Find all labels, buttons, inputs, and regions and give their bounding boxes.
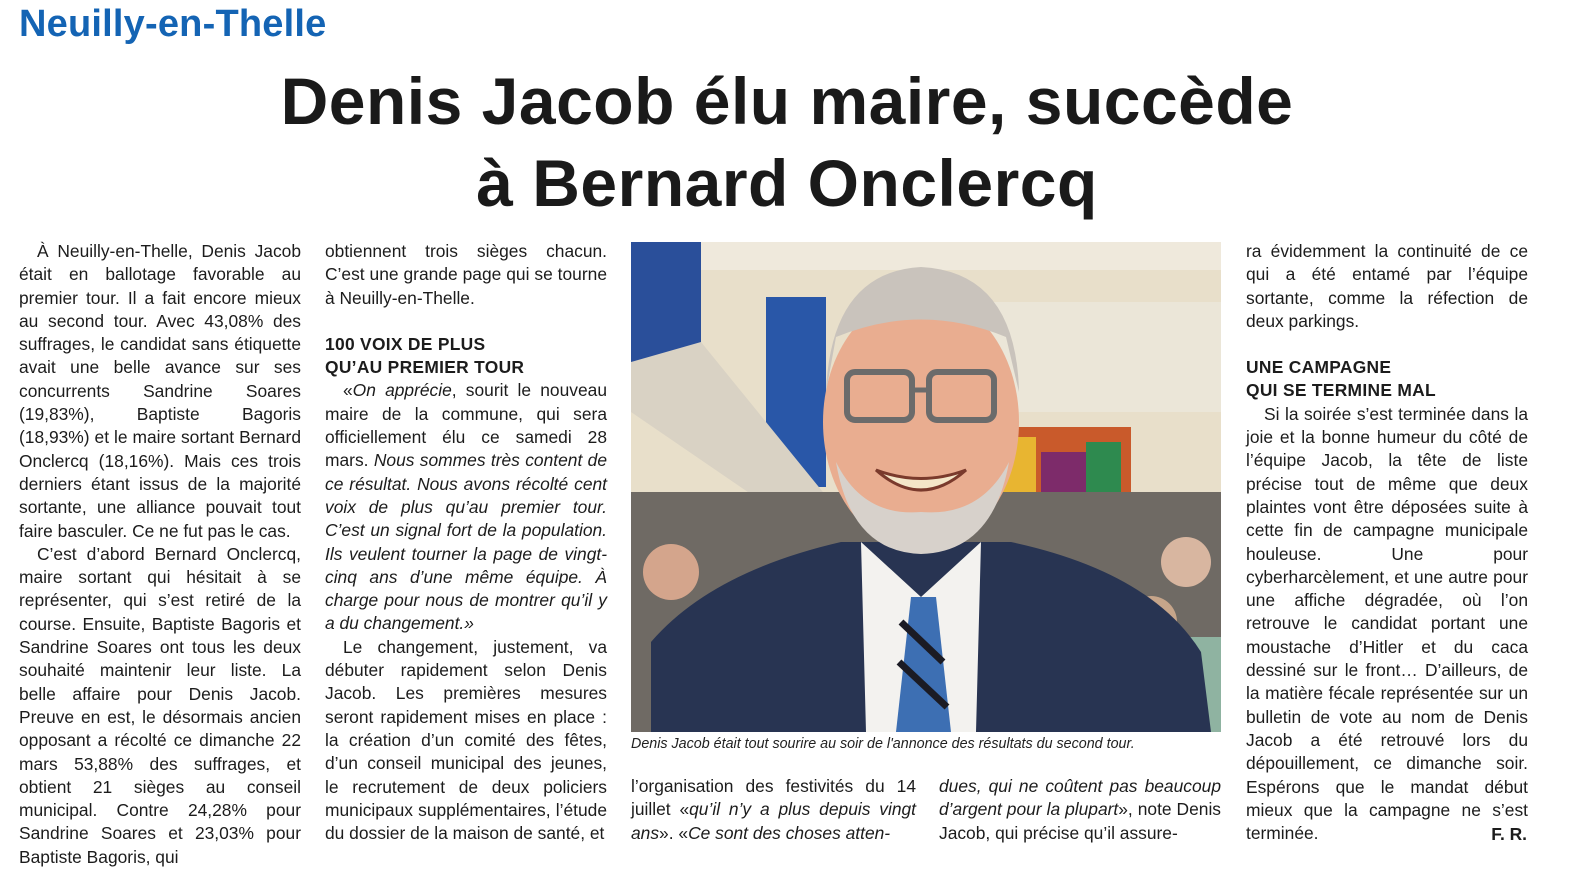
paragraph: C’est d’abord Bernard Onclercq, maire sortant qui hésitait à se représenter, qui s’est retiré de la course. Ensuite, Baptiste Bagoris et Sandrine Soares ont tous les deux souhaité maintenir leur liste. La belle affaire pour Denis Jacob. Preuve en est, le désormais ancien opposant a récolté ce dimanche 22 mars 53,88% des suffrages, et obtient 21 sièges au conseil municipal. Contre 24,28% pour Sandrine Soares et 23,03% pour Baptiste Bagoris, qui <box>19 543 301 867</box>
quote-text: Ce sont des choses atten- <box>688 822 891 843</box>
quote-text: qu’il n’y a plus depuis vingt ans <box>631 799 916 843</box>
paragraph: Si la soirée s’est terminée dans la joie et la bonne humeur du côté de l’équipe Jacob, la tête de liste précise tout de même que deux plaintes vont être déposées suite à cette fin de campagne municipale houleuse. Une pour cyberharcèlement, et une autre pour une affiche dégradée, où l’on retrouve le candidat portant une moustache d’Hitler et du caca dessiné sur le front… D’ailleurs, de la matière fécale représentée sur un bulletin de vote au nom de Denis Jacob a été retrouvé lors du dépouillement, ce dimanche soir. Espérons que le mandat début mieux que la campagne ne s’est terminée. <box>1246 403 1528 844</box>
article-column-3b <box>939 775 1221 845</box>
headline-line-1: Denis Jacob élu maire, succède <box>280 64 1294 138</box>
subheading-line: UNE CAMPAGNE <box>1246 357 1392 378</box>
subheading-line: 100 VOIX DE PLUS <box>325 333 486 354</box>
article-column-3a <box>631 775 916 845</box>
paragraph: À Neuilly-en-Thelle, Denis Jacob était en ballotage favorable au premier tour. Il a fait encore mieux au second tour. Avec 43,08% des suffrages, le candidat sans étiquette avait une belle avance sur ses concurrents Sandrine Soares (19,83%), Baptiste Bagoris (18,93%) et le maire sortant Bernard Onclercq (18,16%). Mais ces trois derniers étant issus de la majorité sortante, une alliance pouvait tout faire basculer. Ce ne fut pas le cas. <box>19 241 301 541</box>
article-photo <box>631 242 1221 732</box>
article-column-2 <box>325 240 607 845</box>
quote-mark: « <box>343 380 353 401</box>
paragraph <box>939 775 1221 845</box>
text: », note Denis Jacob, qui précise qu’il assure- <box>939 799 1222 843</box>
headline-line-2: à Bernard Onclercq <box>476 146 1098 220</box>
paragraph: obtiennent trois sièges chacun. C’est une grande page qui se tourne à Neuilly-en-Thelle. <box>325 241 607 308</box>
subheading <box>325 333 607 380</box>
paragraph: Le changement, justement, va débuter rapidement selon Denis Jacob. Les premières mesures seront rapidement mises en place : la création d’un comité des fêtes, d’un conseil municipal des jeunes, le recrutement de deux policiers municipaux supplémentaires, l’étude du dossier de la maison de santé, et <box>325 636 607 844</box>
kicker: Neuilly-en-Thelle <box>19 3 327 45</box>
photo-portrait-image <box>631 242 1221 732</box>
article-column-4 <box>1246 240 1528 845</box>
paragraph: ra évidemment la continuité de ce qui a été entamé par l’équipe sortante, comme la réfection de deux parkings. <box>1246 241 1528 331</box>
quote-text: On apprécie <box>352 380 452 401</box>
subheading-line: QUI SE TERMINE MAL <box>1246 380 1436 401</box>
subheading-line: QU’AU PREMIER TOUR <box>325 357 525 378</box>
author-signature: F. R. <box>1491 824 1527 844</box>
headline <box>0 60 1574 224</box>
quote-paragraph <box>325 379 607 635</box>
text: l’organisation des festivités du 14 juillet « <box>631 776 916 820</box>
quote-text: dues, qui ne coûtent pas beaucoup d’argent pour la plupart <box>939 776 1221 820</box>
paragraph <box>631 775 916 845</box>
subheading <box>1246 356 1528 403</box>
article-column-1 <box>19 240 301 869</box>
text: ». « <box>659 822 689 843</box>
text: , sourit le nouveau maire de la commune, qui sera officiellement élu ce samedi 28 mars. <box>325 380 607 471</box>
quote-text: Nous sommes très content de ce résultat. Nous avons récolté cent voix de plus qu’au premier tour. C’est un signal fort de la population. Ils veulent tourner la page de vingt-cinq ans d’une même équipe. À charge pour nous de montrer qu’il y a du changement.» <box>325 450 607 634</box>
photo-caption: Denis Jacob était tout sourire au soir de l'annonce des résultats du second tour. <box>631 736 1135 752</box>
